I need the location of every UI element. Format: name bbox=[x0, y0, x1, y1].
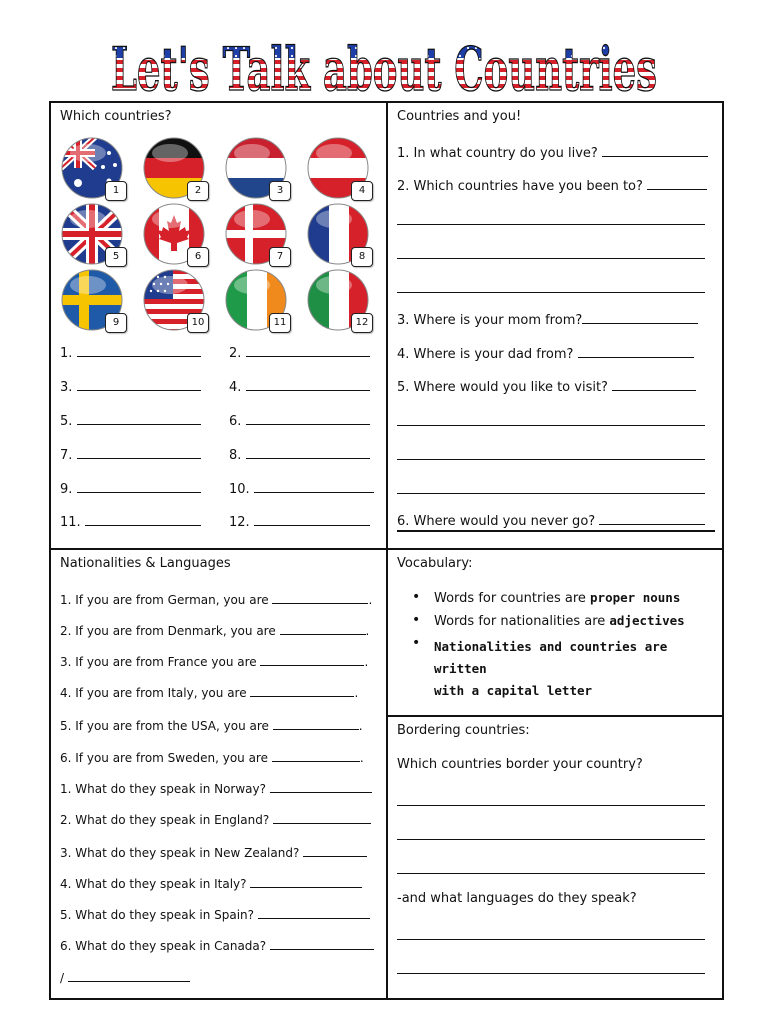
italy-flag-icon bbox=[307, 269, 373, 331]
answer-item[interactable]: 8. bbox=[229, 447, 370, 463]
flag-number-badge: 1 bbox=[105, 181, 127, 201]
countries-and-you-section bbox=[388, 103, 722, 550]
sweden-flag-icon bbox=[61, 269, 127, 331]
answer-rule[interactable] bbox=[397, 839, 705, 840]
language-question[interactable]: 6. What do they speak in Canada? bbox=[60, 938, 374, 953]
usa-flag-icon bbox=[143, 269, 209, 331]
flag-number-badge: 11 bbox=[269, 313, 291, 333]
flags-grid bbox=[59, 137, 379, 337]
flag-number-badge: 6 bbox=[187, 247, 209, 267]
which-countries-section bbox=[51, 103, 388, 550]
flag-number-badge: 9 bbox=[105, 313, 127, 333]
flag-number-badge: 4 bbox=[351, 181, 373, 201]
bordering-question: Which countries border your country? bbox=[397, 757, 643, 772]
question-2[interactable]: 2. Which countries have you been to? bbox=[397, 178, 707, 194]
extra-answer[interactable]: / bbox=[60, 970, 190, 985]
answer-rule[interactable] bbox=[397, 292, 705, 293]
section-underline bbox=[397, 530, 715, 532]
answer-item[interactable]: 10. bbox=[229, 481, 374, 497]
flag-number-badge: 7 bbox=[269, 247, 291, 267]
vocabulary-item: • Words for countries are proper nouns bbox=[408, 590, 708, 606]
answer-rule[interactable] bbox=[397, 873, 705, 874]
nationality-question[interactable]: 1. If you are from German, you are . bbox=[60, 593, 373, 607]
answer-item[interactable]: 3. bbox=[60, 379, 201, 395]
flag-number-badge: 3 bbox=[269, 181, 291, 201]
germany-flag-icon bbox=[143, 137, 209, 199]
answer-item[interactable]: 11. bbox=[60, 514, 201, 530]
worksheet-title bbox=[0, 28, 768, 102]
answer-rule[interactable] bbox=[397, 805, 705, 806]
vocabulary-section bbox=[388, 550, 722, 717]
question-1[interactable]: 1. In what country do you live? bbox=[397, 145, 708, 161]
question-5[interactable]: 5. Where would you like to visit? bbox=[397, 379, 696, 395]
language-question[interactable]: 5. What do they speak in Spain? bbox=[60, 907, 370, 922]
answer-item[interactable]: 9. bbox=[60, 481, 201, 497]
worksheet-frame bbox=[49, 101, 724, 1000]
question-4[interactable]: 4. Where is your dad from? bbox=[397, 346, 694, 362]
austria-flag-icon bbox=[307, 137, 373, 199]
countries-and-you-heading: Countries and you! bbox=[397, 109, 522, 124]
nationality-question[interactable]: 6. If you are from Sweden, you are . bbox=[60, 751, 364, 765]
bordering-countries-section bbox=[388, 717, 722, 998]
language-question[interactable]: 1. What do they speak in Norway? bbox=[60, 781, 372, 796]
answer-rule[interactable] bbox=[397, 425, 705, 426]
nationality-question[interactable]: 5. If you are from the USA, you are . bbox=[60, 719, 363, 733]
answer-rule[interactable] bbox=[397, 224, 705, 225]
answer-item[interactable]: 7. bbox=[60, 447, 201, 463]
language-question[interactable]: 4. What do they speak in Italy? bbox=[60, 876, 362, 891]
answer-item[interactable]: 1. bbox=[60, 345, 201, 361]
canada-flag-icon bbox=[143, 203, 209, 265]
answer-item[interactable]: 4. bbox=[229, 379, 370, 395]
uk-flag-icon bbox=[61, 203, 127, 265]
answer-rule[interactable] bbox=[397, 493, 705, 494]
flag-number-badge: 8 bbox=[351, 247, 373, 267]
answer-item[interactable]: 12. bbox=[229, 514, 370, 530]
nationalities-languages-section bbox=[51, 550, 388, 998]
which-countries-heading: Which countries? bbox=[60, 109, 172, 124]
flag-number-badge: 12 bbox=[351, 313, 373, 333]
netherlands-flag-icon bbox=[225, 137, 291, 199]
answer-rule[interactable] bbox=[397, 258, 705, 259]
answer-rule[interactable] bbox=[397, 459, 705, 460]
title-text: Let's Talk about Countries bbox=[111, 35, 657, 102]
languages-question: -and what languages do they speak? bbox=[397, 891, 637, 906]
answer-rule[interactable] bbox=[397, 973, 705, 974]
question-3[interactable]: 3. Where is your mom from? bbox=[397, 312, 698, 328]
bordering-heading: Bordering countries: bbox=[397, 723, 530, 738]
vocabulary-item: • Words for nationalities are adjectives bbox=[408, 613, 708, 629]
answer-rule[interactable] bbox=[397, 939, 705, 940]
france-flag-icon bbox=[307, 203, 373, 265]
answer-item[interactable]: 6. bbox=[229, 413, 370, 429]
ireland-flag-icon bbox=[225, 269, 291, 331]
nationality-question[interactable]: 4. If you are from Italy, you are . bbox=[60, 686, 359, 700]
answer-item[interactable]: 5. bbox=[60, 413, 201, 429]
vocabulary-item: • Nationalities and countries are written with a capital letter bbox=[408, 636, 708, 702]
flag-number-badge: 2 bbox=[187, 181, 209, 201]
denmark-flag-icon bbox=[225, 203, 291, 265]
vocabulary-list bbox=[408, 590, 708, 709]
flag-number-badge: 5 bbox=[105, 247, 127, 267]
answer-item[interactable]: 2. bbox=[229, 345, 370, 361]
nationality-question[interactable]: 3. If you are from France you are . bbox=[60, 655, 369, 669]
language-question[interactable]: 2. What do they speak in England? bbox=[60, 812, 371, 827]
flag-number-badge: 10 bbox=[187, 313, 209, 333]
nationality-question[interactable]: 2. If you are from Denmark, you are . bbox=[60, 624, 370, 638]
vocabulary-heading: Vocabulary: bbox=[397, 556, 473, 571]
language-question[interactable]: 3. What do they speak in New Zealand? bbox=[60, 845, 367, 860]
question-6[interactable]: 6. Where would you never go? bbox=[397, 513, 705, 529]
nationalities-heading: Nationalities & Languages bbox=[60, 556, 231, 571]
australia-flag-icon bbox=[61, 137, 127, 199]
